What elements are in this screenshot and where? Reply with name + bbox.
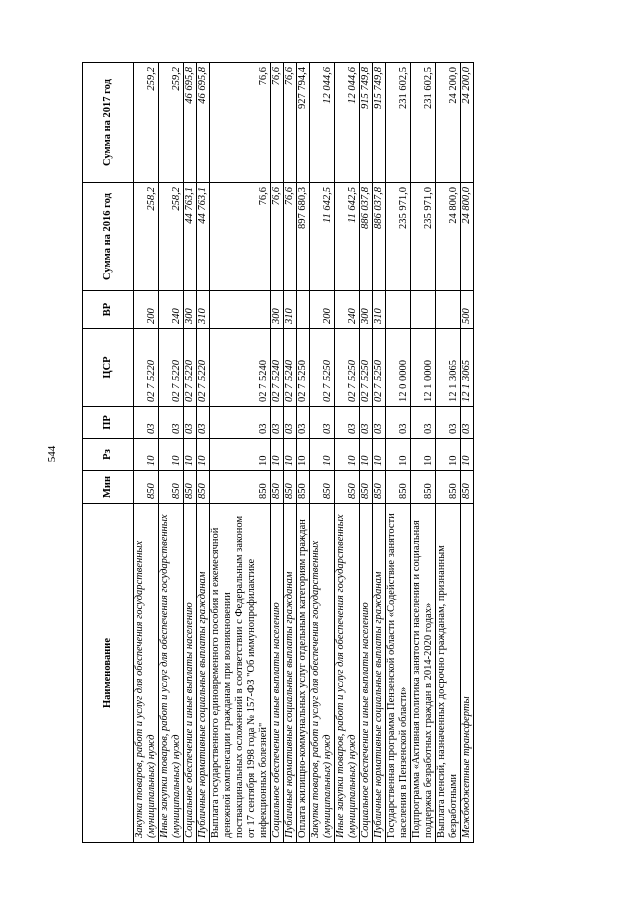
cell-sum-2017: 927 794,4 [297,63,310,183]
table-row [373,63,386,843]
cell-csr: 02 7 5220 [134,329,159,407]
cell-name: Закупка товаров, работ и услуг для обеспечения государственных (муниципальных) нужд [310,504,335,843]
cell-pr: 03 [159,407,184,439]
cell-name: Публичные нормативные социальные выплаты гражданам [284,504,297,843]
cell-csr: 02 7 5220 [184,329,197,407]
cell-min: 850 [210,471,271,504]
cell-rz: 10 [271,439,284,471]
cell-name: Закупка товаров, работ и услуг для обеспечения государственных (муниципальных) нужд [134,504,159,843]
cell-min: 850 [360,471,373,504]
cell-rz: 10 [436,439,461,471]
budget-table [82,62,474,843]
cell-name: Социальное обеспечение и иные выплаты населению [271,504,284,843]
cell-vr: 240 [335,291,360,329]
header-sum-2016: Сумма на 2016 год [83,183,134,291]
table-row [335,63,360,843]
cell-sum-2017: 76,6 [210,63,271,183]
cell-pr: 03 [335,407,360,439]
cell-vr: 300 [360,291,373,329]
table-row [297,63,310,843]
cell-sum-2017: 24 200,0 [436,63,461,183]
cell-vr: 310 [197,291,210,329]
cell-sum-2017: 12 044,6 [310,63,335,183]
cell-sum-2017: 76,6 [271,63,284,183]
cell-vr [411,291,436,329]
cell-pr: 03 [411,407,436,439]
table-row [134,63,159,843]
cell-pr: 03 [184,407,197,439]
cell-pr: 03 [461,407,474,439]
cell-csr: 02 7 5240 [210,329,271,407]
cell-csr: 02 7 5250 [360,329,373,407]
table-row [310,63,335,843]
cell-name: Публичные нормативные социальные выплаты гражданам [197,504,210,843]
table-header-row [83,63,134,843]
header-vr: ВР [83,291,134,329]
table-row [284,63,297,843]
cell-csr: 12 1 3065 [461,329,474,407]
cell-pr: 03 [436,407,461,439]
cell-sum-2016: 897 680,3 [297,183,310,291]
cell-min: 850 [271,471,284,504]
cell-sum-2016: 76,6 [210,183,271,291]
cell-rz: 10 [386,439,411,471]
table-row [461,63,474,843]
cell-name: Государственная программа Пензенской области «Содействие занятости населения в Пензенской области» [386,504,411,843]
cell-pr: 03 [310,407,335,439]
table-row [197,63,210,843]
cell-min: 850 [373,471,386,504]
cell-csr: 02 7 5250 [335,329,360,407]
cell-csr: 02 7 5250 [297,329,310,407]
cell-csr: 12 1 3065 [436,329,461,407]
cell-rz: 10 [373,439,386,471]
cell-sum-2017: 24 200,0 [461,63,474,183]
cell-pr: 03 [297,407,310,439]
cell-pr: 03 [386,407,411,439]
cell-sum-2016: 76,6 [284,183,297,291]
cell-sum-2016: 886 037,8 [373,183,386,291]
cell-vr [436,291,461,329]
cell-sum-2017: 46 695,8 [197,63,210,183]
cell-sum-2017: 259,2 [159,63,184,183]
header-pr: ПР [83,407,134,439]
cell-rz: 10 [159,439,184,471]
cell-vr [386,291,411,329]
cell-sum-2016: 44 763,1 [197,183,210,291]
cell-vr: 300 [271,291,284,329]
cell-vr: 500 [461,291,474,329]
cell-rz: 10 [297,439,310,471]
cell-pr: 03 [271,407,284,439]
cell-csr: 12 0 0000 [386,329,411,407]
cell-pr: 03 [197,407,210,439]
cell-sum-2017: 12 044,6 [335,63,360,183]
table-row [159,63,184,843]
cell-min: 850 [436,471,461,504]
cell-min: 850 [411,471,436,504]
table-row [360,63,373,843]
cell-rz: 10 [184,439,197,471]
cell-pr: 03 [284,407,297,439]
cell-sum-2016: 44 763,1 [184,183,197,291]
table-body [134,63,474,843]
cell-min: 850 [461,471,474,504]
cell-min: 850 [297,471,310,504]
cell-name: Выплата пенсий, назначенных досрочно гражданам, признанным безработными [436,504,461,843]
cell-sum-2016: 24 800,0 [461,183,474,291]
cell-sum-2017: 915 749,8 [360,63,373,183]
cell-sum-2016: 235 971,0 [386,183,411,291]
cell-rz: 10 [360,439,373,471]
cell-name: Выплата государственного единовременного пособия и ежемесячной денежной компенсации гражданам при возникновении поствакцинальных осложнений в соответствии с Федеральным законом от 17 сентября 1998 года № 157-ФЗ "Об иммунопрофилактике инфекционных болезней" [210,504,271,843]
cell-name: Иные закупки товаров, работ и услуг для обеспечения государственных (муниципальных) нужд [335,504,360,843]
cell-min: 850 [197,471,210,504]
page-number: 544 [46,445,58,463]
cell-vr: 200 [310,291,335,329]
cell-vr [297,291,310,329]
cell-sum-2016: 24 800,0 [436,183,461,291]
cell-sum-2016: 11 642,5 [335,183,360,291]
cell-rz: 10 [461,439,474,471]
cell-sum-2017: 231 602,5 [411,63,436,183]
cell-csr: 02 7 5220 [159,329,184,407]
cell-vr [210,291,271,329]
cell-vr: 200 [134,291,159,329]
cell-sum-2017: 259,2 [134,63,159,183]
header-sum-2017: Сумма на 2017 год [83,63,134,183]
cell-name: Публичные нормативные социальные выплаты гражданам [373,504,386,843]
cell-vr: 310 [284,291,297,329]
cell-name: Иные закупки товаров, работ и услуг для обеспечения государственных (муниципальных) нужд [159,504,184,843]
cell-min: 850 [386,471,411,504]
cell-sum-2017: 915 749,8 [373,63,386,183]
cell-csr: 02 7 5240 [284,329,297,407]
cell-csr: 02 7 5240 [271,329,284,407]
cell-pr: 03 [360,407,373,439]
cell-vr: 240 [159,291,184,329]
cell-min: 850 [310,471,335,504]
header-rz: Рз [83,439,134,471]
cell-min: 850 [284,471,297,504]
cell-sum-2016: 258,2 [159,183,184,291]
cell-vr: 300 [184,291,197,329]
cell-name: Подпрограмма «Активная политика занятости населения и социальная поддержка безработных граждан в 2014-2020 годах» [411,504,436,843]
cell-rz: 10 [335,439,360,471]
cell-name: Социальное обеспечение и иные выплаты населению [184,504,197,843]
cell-pr: 03 [373,407,386,439]
cell-min: 850 [335,471,360,504]
header-csr: ЦСР [83,329,134,407]
cell-sum-2016: 235 971,0 [411,183,436,291]
cell-rz: 10 [411,439,436,471]
cell-sum-2016: 258,2 [134,183,159,291]
rotated-table-container [82,63,560,843]
cell-sum-2016: 886 037,8 [360,183,373,291]
cell-pr: 03 [210,407,271,439]
cell-min: 850 [159,471,184,504]
cell-min: 850 [184,471,197,504]
table-row [210,63,271,843]
cell-name: Социальное обеспечение и иные выплаты населению [360,504,373,843]
cell-min: 850 [134,471,159,504]
cell-rz: 10 [210,439,271,471]
cell-csr: 02 7 5250 [373,329,386,407]
header-min: Мин [83,471,134,504]
cell-vr: 310 [373,291,386,329]
table-row [271,63,284,843]
cell-csr: 02 7 5220 [197,329,210,407]
cell-name: Межбюджетные трансферты [461,504,474,843]
cell-sum-2016: 76,6 [271,183,284,291]
cell-rz: 10 [134,439,159,471]
table-row [184,63,197,843]
cell-pr: 03 [134,407,159,439]
cell-name: Оплата жилищно-коммунальных услуг отдельным категориям граждан [297,504,310,843]
cell-rz: 10 [284,439,297,471]
cell-sum-2016: 11 642,5 [310,183,335,291]
table-row [411,63,436,843]
cell-sum-2017: 231 602,5 [386,63,411,183]
cell-sum-2017: 46 695,8 [184,63,197,183]
cell-rz: 10 [310,439,335,471]
header-name: Наименование [83,504,134,843]
cell-sum-2017: 76,6 [284,63,297,183]
cell-rz: 10 [197,439,210,471]
table-row [436,63,461,843]
table-row [386,63,411,843]
cell-csr: 12 1 0000 [411,329,436,407]
cell-csr: 02 7 5250 [310,329,335,407]
